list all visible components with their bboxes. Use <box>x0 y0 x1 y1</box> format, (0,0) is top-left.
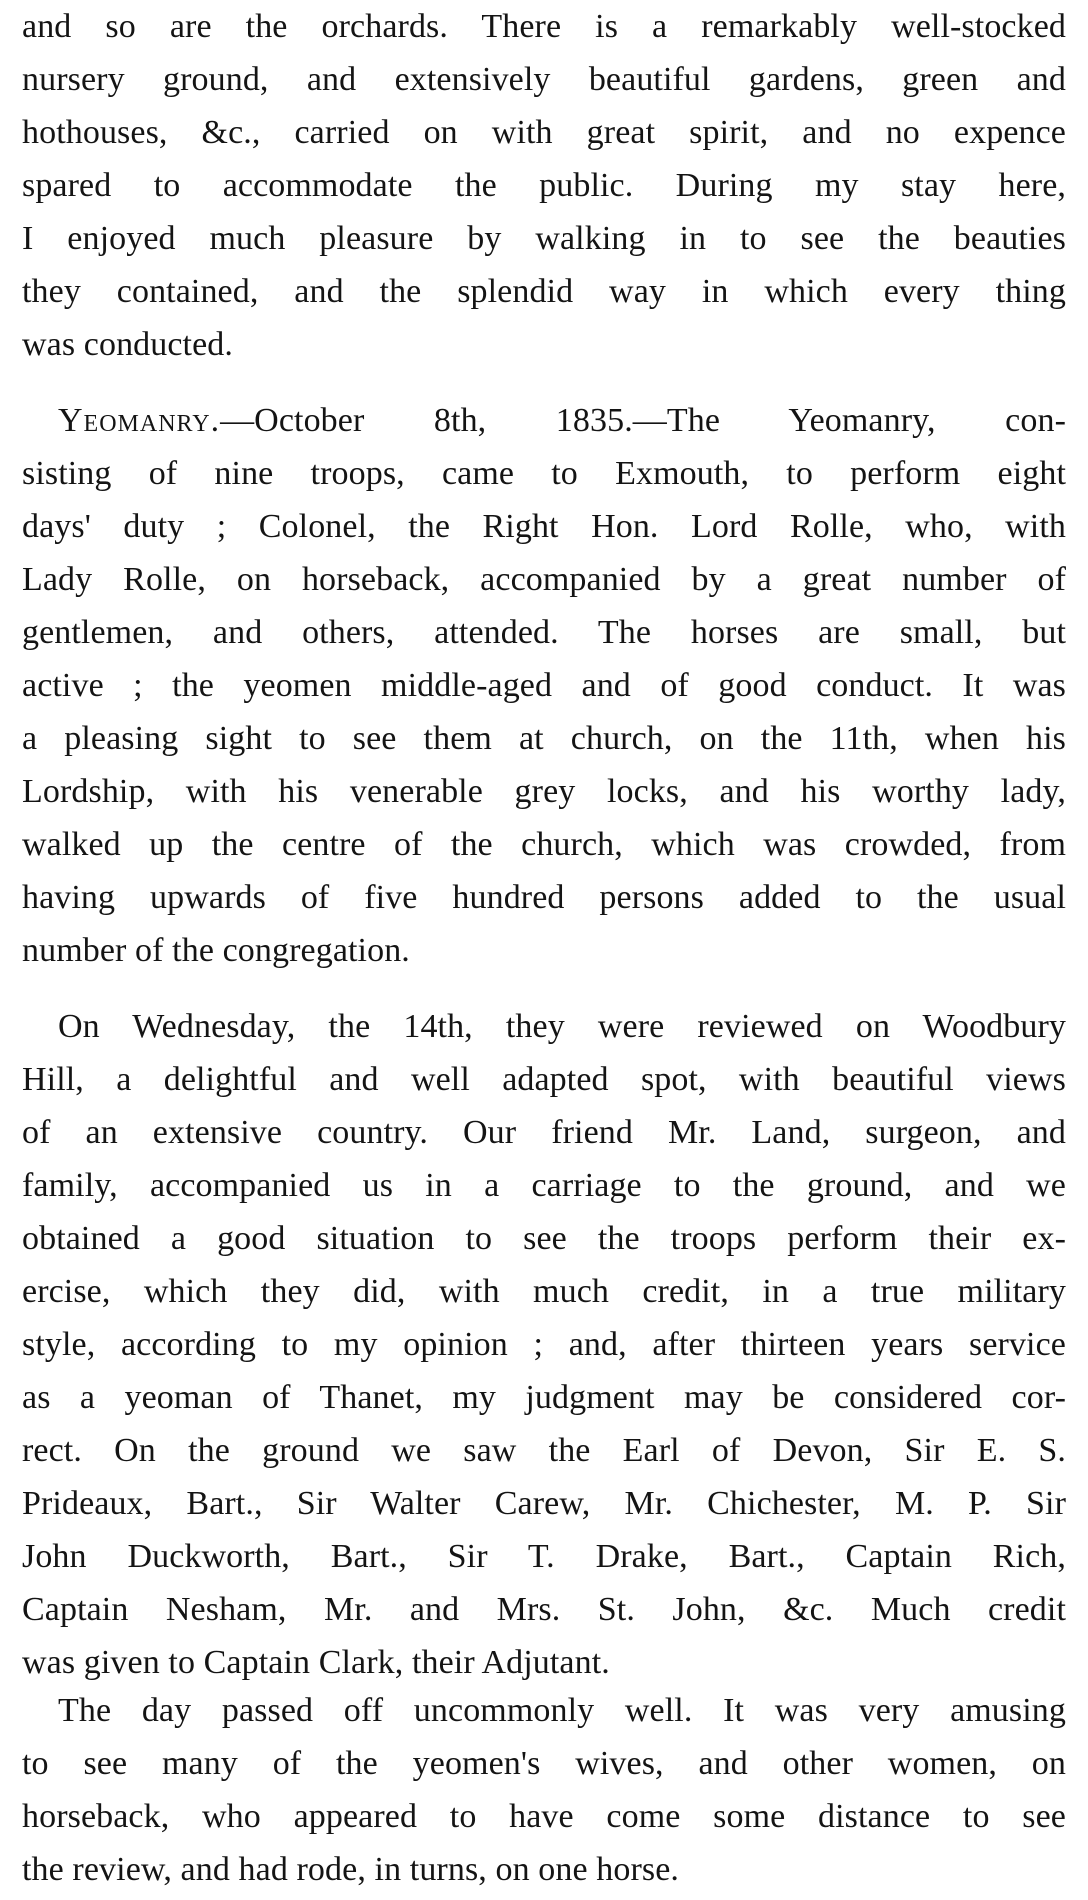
text-line: family, accompanied us in a carriage to the ground, and we <box>22 1167 1066 1204</box>
paragraph-orchards <box>22 0 1066 371</box>
text-line: I enjoyed much pleasure by walking in to see the beauties <box>22 220 1066 257</box>
text-line: to see many of the yeomen's wives, and other women, on <box>22 1745 1066 1782</box>
text-line: On Wednesday, the 14th, they were reviewed on Woodbury <box>58 1008 1066 1045</box>
text-line: nursery ground, and extensively beautiful gardens, green and <box>22 61 1066 98</box>
text-line: spared to accommodate the public. During my stay here, <box>22 167 1066 204</box>
text-line: a pleasing sight to see them at church, on the 11th, when his <box>22 720 1066 757</box>
text-line: Prideaux, Bart., Sir Walter Carew, Mr. Chichester, M. P. Sir <box>22 1485 1066 1522</box>
text-line: Lordship, with his venerable grey locks, and his worthy lady, <box>22 773 1066 810</box>
text-line: was given to Captain Clark, their Adjutant. <box>22 1644 610 1681</box>
text-line: The day passed off uncommonly well. It was very amusing <box>58 1692 1066 1729</box>
text-line-heading <box>22 394 1066 447</box>
text-line: gentlemen, and others, attended. The horses are small, but <box>22 614 1066 651</box>
paragraph-yeomanry <box>22 394 1066 977</box>
text-line: was conducted. <box>22 326 233 363</box>
text-line: ercise, which they did, with much credit, in a true military <box>22 1273 1066 1310</box>
text-line: active ; the yeomen middle-aged and of good conduct. It was <box>22 667 1066 704</box>
text-line: John Duckworth, Bart., Sir T. Drake, Bart., Captain Rich, <box>22 1538 1066 1575</box>
text-line: horseback, who appeared to have come some distance to see <box>22 1798 1066 1835</box>
section-heading: Yeomanry. <box>58 402 221 439</box>
text-line: of an extensive country. Our friend Mr. Land, surgeon, and <box>22 1114 1066 1151</box>
text-line: number of the congregation. <box>22 932 410 969</box>
paragraph-day-passed <box>22 1684 1066 1896</box>
text-line: style, according to my opinion ; and, after thirteen years service <box>22 1326 1066 1363</box>
text-line: they contained, and the splendid way in which every thing <box>22 273 1066 310</box>
text-line: sisting of nine troops, came to Exmouth, to perform eight <box>22 455 1066 492</box>
text-line: Lady Rolle, on horseback, accompanied by a great number of <box>22 561 1066 598</box>
text-line: days' duty ; Colonel, the Right Hon. Lord Rolle, who, with <box>22 508 1066 545</box>
text-line: and so are the orchards. There is a remarkably well-stocked <box>22 8 1066 45</box>
paragraph-review <box>22 1000 1066 1689</box>
text-line: obtained a good situation to see the troops perform their ex- <box>22 1220 1066 1257</box>
text-line: rect. On the ground we saw the Earl of Devon, Sir E. S. <box>22 1432 1066 1469</box>
text-line: having upwards of five hundred persons added to the usual <box>22 879 1066 916</box>
text-line: Hill, a delightful and well adapted spot, with beautiful views <box>22 1061 1066 1098</box>
text-line: Captain Nesham, Mr. and Mrs. St. John, &c. Much credit <box>22 1591 1066 1628</box>
text-line: walked up the centre of the church, which was crowded, from <box>22 826 1066 863</box>
text-line: the review, and had rode, in turns, on one horse. <box>22 1851 680 1888</box>
text-line: as a yeoman of Thanet, my judgment may be considered cor- <box>22 1379 1066 1416</box>
text-line: hothouses, &c., carried on with great spirit, and no expence <box>22 114 1066 151</box>
heading-line-rest: —October 8th, 1835.—The Yeomanry, con- <box>220 402 1066 439</box>
